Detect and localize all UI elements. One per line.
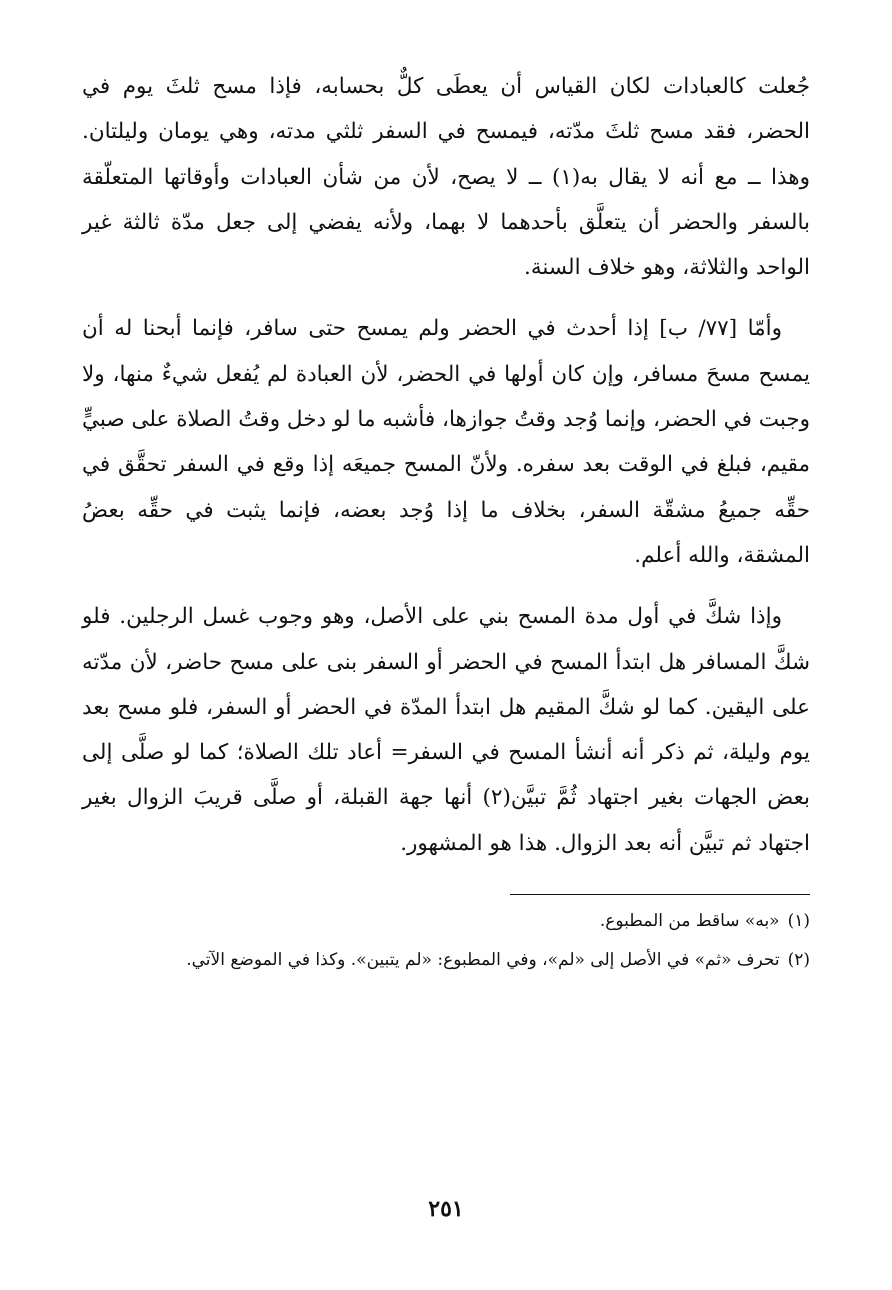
- footnote-number: (١): [787, 911, 810, 932]
- footnote-text: «به» ساقط من المطبوع.: [599, 911, 780, 932]
- paragraph-3: وإذا شكَّ في أول مدة المسح بني على الأصل، وهو وجوب غسل الرجلين. فلو شكَّ المسافر هل ابتدأ المسح في الحضر أو السفر بنى على مسح حاضر، لأن مدّته على اليقين. كما لو شكَّ المقيم هل ابتدأ المدّة في الحضر أو السفر، فلو مسح بعد يوم وليلة، ثم ذكر أنه أنشأ المسح في السفر= أعاد تلك الصلاة؛ كما لو صلَّى إلى بعض الجهات بغير اجتهاد ثُمَّ تبيَّن(٢) أنها جهة القبلة، أو صلَّى قريبَ الزوال بغير اجتهاد ثم تبيَّن أنه بعد الزوال. هذا هو المشهور.: [82, 604, 810, 856]
- footnote-2: [82, 944, 810, 977]
- footnote-separator: [510, 894, 810, 895]
- footnote-1: [82, 905, 810, 938]
- paragraph-1: جُعلت كالعبادات لكان القياس أن يعطَى كلٌّ بحسابه، فإذا مسح ثلثَ يوم في الحضر، فقد مسح ثلثَ مدّته، فيمسح في السفر ثلثي مدته، وهي يومان وليلتان. وهذا ــ مع أنه لا يقال به(١) ــ لا يصح، لأن من شأن العبادات وأوقاتها المتعلّقة بالسفر والحضر أن يتعلَّق بأحدهما لا بهما، ولأنه يفضي إلى جعل مدّة ثالثة غير الواحد والثلاثة، وهو خلاف السنة.: [82, 74, 811, 281]
- footnote-number: (٢): [787, 950, 810, 971]
- body-text: [82, 64, 810, 866]
- page-number: ٢٥١: [428, 1196, 464, 1222]
- paragraph-2: وأمّا [٧٧/ ب] إذا أحدث في الحضر ولم يمسح حتى سافر، فإنما أبحنا له أن يمسح مسحَ مسافر، وإن كان أولها في الحضر، لأن العبادة لم يُفعل شيءٌ منها، ولا وجبت في الحضر، وإنما وُجد وقتُ جوازها، فأشبه ما لو دخل وقتُ الصلاة على صبيٍّ مقيم، فبلغ في الوقت بعد سفره. ولأنّ المسح جميعَه إذا وقع في السفر تحقَّق في حقِّه جميعُ مشقّة السفر، بخلاف ما إذا وُجد بعضه، فإنما يثبت في حقِّه بعضُ المشقة، والله أعلم.: [82, 316, 810, 568]
- footnote-text: تحرف «ثم» في الأصل إلى «لم»، وفي المطبوع: «لم يتبين». وكذا في الموضع الآتي.: [186, 950, 780, 971]
- footnotes: [82, 905, 810, 977]
